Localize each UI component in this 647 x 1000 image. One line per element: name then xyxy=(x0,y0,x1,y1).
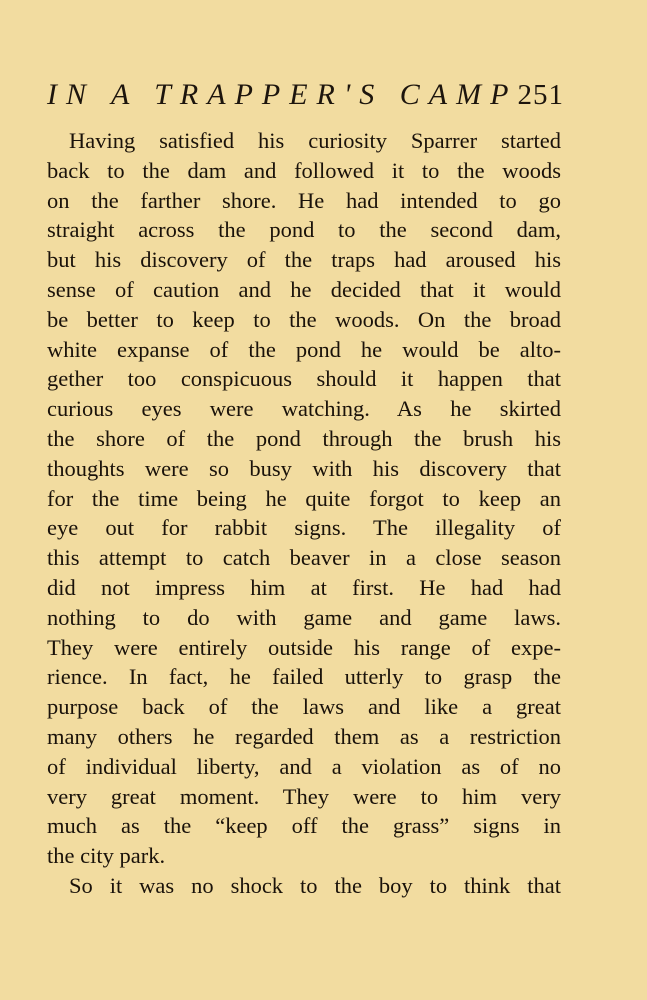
text-line: for the time being he quite forgot to keep an xyxy=(47,485,561,511)
text-line: the shore of the pond through the brush his xyxy=(47,425,561,451)
text-line: much as the “keep off the grass” signs in xyxy=(47,813,561,839)
text-line: straight across the pond to the second dam, xyxy=(47,217,561,243)
text-line: the city park. xyxy=(47,843,166,869)
text-line: They were entirely outside his range of expe- xyxy=(47,634,561,660)
text-line: sense of caution and he decided that it would xyxy=(47,276,561,302)
text-line: did not impress him at first. He had had xyxy=(47,574,561,600)
text-line: many others he regarded them as a restriction xyxy=(47,723,561,749)
text-line: eye out for rabbit signs. The illegality of xyxy=(47,515,561,541)
text-line: rience. In fact, he failed utterly to grasp the xyxy=(47,664,561,690)
page-header xyxy=(47,78,562,118)
text-line: curious eyes were watching. As he skirted xyxy=(47,396,561,422)
text-line: this attempt to catch beaver in a close season xyxy=(47,545,561,571)
text-line: white expanse of the pond he would be alto- xyxy=(47,336,561,362)
text-line: So it was no shock to the boy to think that xyxy=(69,872,561,898)
text-line: thoughts were so busy with his discovery that xyxy=(47,455,561,481)
text-line: but his discovery of the traps had aroused his xyxy=(47,247,561,273)
text-line: Having satisfied his curiosity Sparrer started xyxy=(69,128,561,153)
text-line: of individual liberty, and a violation as of no xyxy=(47,753,561,779)
text-line: nothing to do with game and game laws. xyxy=(47,604,561,630)
text-line: on the farther shore. He had intended to go xyxy=(47,187,561,213)
text-line: purpose back of the laws and like a great xyxy=(47,694,561,720)
text-line: back to the dam and followed it to the woods xyxy=(47,157,561,183)
text-line: gether too conspicuous should it happen that xyxy=(47,366,561,392)
page-number: 251 xyxy=(517,79,564,111)
text-line: very great moment. They were to him very xyxy=(47,783,561,809)
body-text xyxy=(47,126,561,901)
text-line: be better to keep to the woods. On the broad xyxy=(47,306,561,332)
running-title: IN A TRAPPER'S CAMP xyxy=(47,78,518,111)
